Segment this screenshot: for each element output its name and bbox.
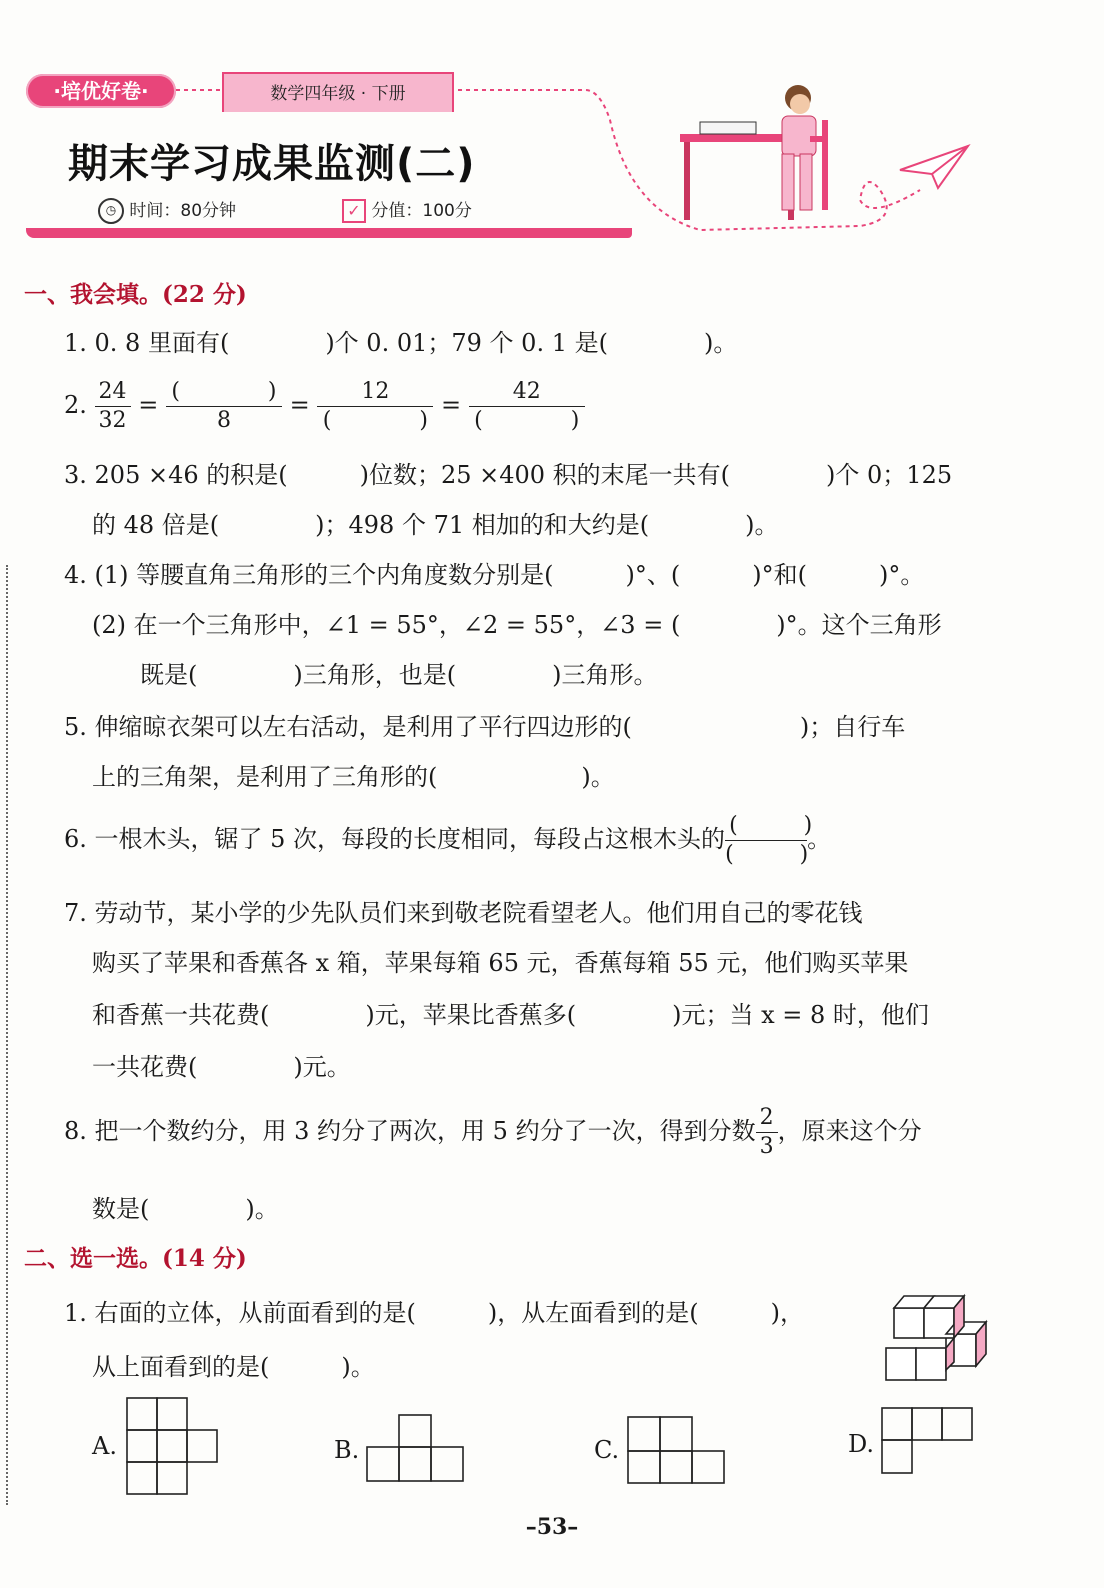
question-1-5-line1: 5. 伸缩晾衣架可以左右活动，是利用了平行四边形的( )；自行车 bbox=[64, 713, 906, 741]
question-1-6: 6. 一根木头，锯了 5 次，每段的长度相同，每段占这根木头的 $\frac{( )}{( )}$ 。 bbox=[64, 813, 832, 867]
question-1-1: 1. 0. 8 里面有( )个 0. 01；79 个 0. 1 是( )。 bbox=[64, 329, 738, 357]
question-1-7-line4: 一共花费( )元。 bbox=[92, 1053, 351, 1081]
fraction-42-blank: $\frac{42}{( )}$ bbox=[469, 378, 585, 435]
question-1-4-line2: (2) 在一个三角形中，∠1 = 55°，∠2 = 55°，∠3 = ( )°。这个三角形 bbox=[92, 611, 942, 639]
option-c-label[interactable]: C. bbox=[594, 1436, 620, 1464]
checkmark-icon: ✓ bbox=[342, 199, 366, 223]
question-1-5-line2: 上的三角架，是利用了三角形的( )。 bbox=[92, 763, 615, 791]
option-d-label[interactable]: D. bbox=[848, 1430, 875, 1458]
option-a-label[interactable]: A. bbox=[92, 1432, 117, 1460]
page-title: 期末学习成果监测(二) bbox=[68, 141, 476, 187]
fraction-12-blank: $\frac{12}{( )}$ bbox=[317, 378, 433, 435]
score-info bbox=[342, 196, 472, 223]
question-1-8-line1: 8. 把一个数约分，用 3 约分了两次，用 5 约分了一次，得到分数 $\frac{2}{3}$ ，原来这个分 bbox=[64, 1105, 922, 1159]
binding-line bbox=[6, 565, 8, 1505]
question-1-3-line2: 的 48 倍是( )；498 个 71 相加的和大约是( )。 bbox=[92, 511, 779, 539]
question-1-7-line1: 7. 劳动节，某小学的少先队员们来到敬老院看望老人。他们用自己的零花钱 bbox=[64, 899, 863, 927]
fraction-blank-blank: $\frac{( )}{( )}$ bbox=[725, 813, 813, 867]
option-d-grid bbox=[880, 1404, 974, 1476]
fraction-2-3: $\frac{2}{3}$ bbox=[756, 1104, 778, 1161]
option-c-grid bbox=[626, 1414, 726, 1486]
question-1-7-line2: 购买了苹果和香蕉各 x 箱，苹果每箱 65 元，香蕉每箱 55 元，他们购买苹果 bbox=[92, 949, 909, 977]
question-2-1-line1: 1. 右面的立体，从前面看到的是( )，从左面看到的是( )， bbox=[64, 1299, 804, 1327]
question-1-7-line3: 和香蕉一共花费( )元，苹果比香蕉多( )元；当 x = 8 时，他们 bbox=[92, 1001, 929, 1029]
score-label: 分值：100分 bbox=[371, 201, 472, 221]
time-info bbox=[98, 196, 236, 224]
question-2-1-line2: 从上面看到的是( )。 bbox=[92, 1353, 375, 1381]
header-underline bbox=[26, 228, 632, 238]
page-number: –53– bbox=[525, 1514, 579, 1540]
clock-icon: ◷ bbox=[98, 198, 124, 224]
q2-label: 2. bbox=[64, 391, 87, 419]
section2-heading: 二、选一选。(14 分) bbox=[24, 1245, 247, 1272]
fraction-24-32: $\frac{24}{32}$ bbox=[95, 378, 131, 435]
question-1-3-line1: 3. 205 ×46 的积是( )位数；25 ×400 积的末尾一共有( )个 0；125 bbox=[64, 461, 953, 489]
paper-plane-icon bbox=[898, 142, 972, 192]
question-1-2: 2. $\frac{24}{32}$ = $\frac{( )}{8}$ = $\frac{12}{( )}$ = $\frac{42}{( )}$ bbox=[64, 378, 585, 435]
option-a-grid bbox=[124, 1396, 222, 1496]
question-1-8-line2: 数是( )。 bbox=[92, 1195, 279, 1223]
option-b-label[interactable]: B. bbox=[334, 1436, 360, 1464]
option-b-grid bbox=[366, 1412, 466, 1484]
question-1-4-line3: 既是( )三角形，也是( )三角形。 bbox=[140, 661, 658, 689]
grade-label: 数学四年级 · 下册 bbox=[222, 72, 454, 112]
time-label: 时间：80分钟 bbox=[129, 201, 237, 221]
section1-heading: 一、我会填。(22 分) bbox=[24, 281, 247, 308]
cube-solid-figure bbox=[880, 1288, 998, 1390]
series-badge: ·培优好卷· bbox=[26, 74, 176, 108]
question-1-4-line1: 4. (1) 等腰直角三角形的三个内角度数分别是( )°、( )°和( )°。 bbox=[64, 561, 925, 589]
fraction-blank-8: $\frac{( )}{8}$ bbox=[166, 378, 282, 435]
student-desk-illustration bbox=[670, 76, 840, 226]
